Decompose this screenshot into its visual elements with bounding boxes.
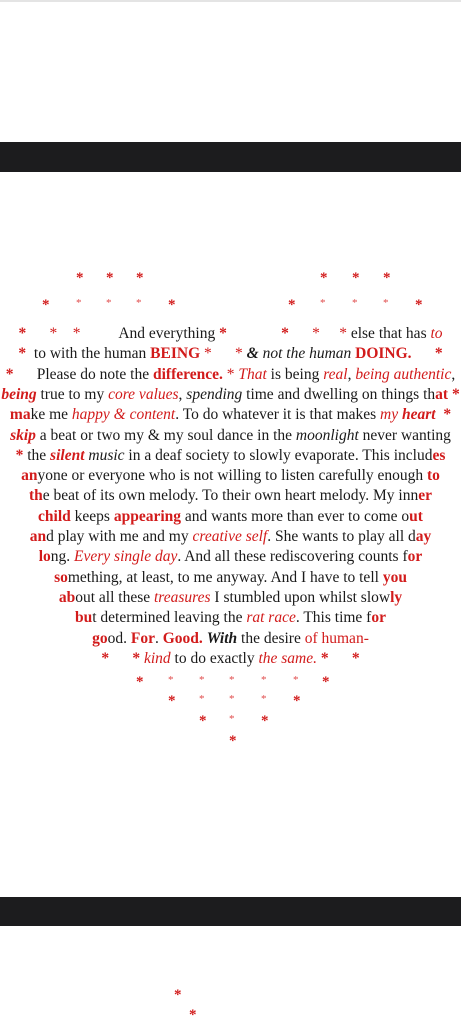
poem-segment: d play with me and my [46,528,193,545]
poem-segment: * [226,365,235,383]
poem-segment: creative self [192,528,268,545]
decorative-star: * [106,270,114,286]
poem-segment: Please do note the [13,365,153,383]
decorative-star: * [293,674,299,686]
decorative-star: * [383,297,389,309]
poem-line [0,547,461,567]
poem-segment: ke me [30,406,72,424]
poem-segment: DOING. [355,345,412,363]
poem-line [0,426,461,446]
poem-segment: or [407,548,423,566]
poem-segment: is being [266,365,324,383]
poem-segment: heart [402,406,436,424]
top-edge [0,0,461,2]
poem-segment: * [351,649,360,667]
poem-segment: * [434,345,443,363]
poem-segment: I stumbled upon whilst slow [210,588,391,606]
poem-segment: of human- [304,629,369,647]
poem-segment: Every single day [74,548,178,566]
poem-segment: With [206,629,238,647]
poem-segment: spending [186,385,243,403]
decorative-star: * [189,1007,197,1023]
poem-segment: e beat of its own melody. To their own heart melody. My inn [42,487,419,505]
decorative-star: * [174,987,182,1003]
decorative-star: * [322,674,330,690]
decorative-star: * [293,693,301,709]
poem-segment: to [427,467,440,485]
decorative-star: * [352,297,358,309]
poem-segment: * [72,325,81,342]
poem-segment: to with the human [26,345,151,363]
poem-line [0,385,461,405]
poem-segment: treasures [154,588,211,606]
poem-segment: ay [415,528,432,545]
poem-segment: child [38,507,71,525]
poem-segment: lo [38,548,51,566]
decorative-star: * [229,693,235,705]
poem-segment: And everything [118,325,220,342]
poem-segment: else that has [346,325,431,342]
poem-segment: * [15,446,24,464]
decorative-star: * [199,713,207,729]
poem-segment: * [281,325,289,342]
poem-segment: * [320,649,329,667]
decorative-star: * [383,270,391,286]
poem-line [0,446,461,466]
poem-segment: bu [75,609,93,627]
decorative-star: * [136,270,144,286]
poem-segment: , [178,385,187,403]
poem-segment: ly [390,588,403,606]
poem-segment: so [54,568,68,586]
poem-segment: an [21,467,38,485]
poem-segment [57,325,73,342]
poem-segment: keeps [70,507,114,525]
poem-line [0,588,461,608]
decorative-star: * [136,674,144,690]
decorative-star: * [352,270,360,286]
decorative-star: * [261,674,267,686]
decorative-star: * [168,674,174,686]
poem-segment: * [451,385,460,403]
poem-segment: * [443,406,452,424]
poem-segment: od. [107,629,131,647]
poem-segment: ab [58,588,76,606]
top-dark-band [0,142,461,172]
poem-segment: difference. [152,365,223,383]
poem-segment: ma [9,406,31,424]
poem-segment: music [88,446,125,464]
decorative-star: * [229,674,235,686]
poem-segment: moonlight [295,426,359,444]
poem-line [0,324,461,344]
poem-segment: * [204,345,212,363]
poem-segment [212,345,235,362]
poem-segment: you [382,568,407,586]
poem-segment: , [347,365,356,383]
decorative-star: * [261,693,267,705]
poem-segment: and wants more than ever to come o [181,507,410,525]
poem-segment: silent [50,446,85,464]
bottom-dark-band [0,897,461,926]
poem-segment: * [312,325,320,342]
poem-segment: at [435,385,449,403]
poem-segment [289,325,312,342]
poem-segment: an [29,528,47,545]
poem-segment: yone or everyone who is not willing to listen carefully enough [37,467,428,485]
poem-segment: not the human [258,345,356,363]
poem-segment: kind [143,649,171,667]
poem-segment: to do exactly [170,649,259,667]
poem-segment [412,345,435,362]
poem-line [0,365,461,385]
poem-segment [227,325,281,342]
poem-segment: to [430,325,443,342]
decorative-star: * [106,297,112,309]
poem-line [0,527,461,547]
poem-segment [320,325,339,342]
poem-segment: the same. [258,649,318,667]
decorative-star: * [199,693,205,705]
decorative-star: * [136,297,142,309]
poem-segment: th [29,487,43,505]
poem-segment: That [238,365,267,383]
poem-segment [26,325,49,342]
poem-segment: in a deaf society to slowly evaporate. This includ [124,446,433,464]
poem-line [0,466,461,486]
poem-segment: true to my [36,385,109,403]
poem-line [0,568,461,588]
poem-segment: being authentic [355,365,452,383]
poem-segment: er [418,487,432,505]
poem-segment [329,650,352,667]
poem-segment: . She wants to play all d [267,528,416,545]
poem-segment: ng. [50,548,75,566]
poem-segment: the desire [237,629,305,647]
poem-segment: a beat or two my & my soul dance in the [35,426,296,444]
decorative-star: * [320,270,328,286]
poem-segment: For [130,629,155,647]
decorative-star: * [261,713,269,729]
poem-segment: . To do whatever it is that makes [175,406,381,424]
poem-segment: being [1,385,37,403]
poem-segment: happy & content [71,406,176,424]
poem-segment: * [5,365,14,383]
poem-segment: * [18,345,27,363]
decorative-star: * [199,674,205,686]
poem-segment: * [339,325,347,342]
decorative-star: * [168,693,176,709]
poem-line [0,344,461,364]
poem-segment: real [323,365,348,383]
poem-segment: or [371,609,386,627]
decorative-star: * [288,297,296,313]
poem-segment: Good. [162,629,203,647]
poem-segment [109,650,132,667]
poem-segment: mething, at least, to me anyway. And I have to tell [67,568,383,586]
decorative-star: * [168,297,176,313]
poem-segment: ut [409,507,423,525]
poem-line [0,507,461,527]
decorative-star: * [415,297,423,313]
poem-line [0,608,461,628]
decorative-star: * [229,733,237,749]
poem-segment: . [155,629,163,647]
poem-segment: * [132,649,144,667]
decorative-star: * [76,270,84,286]
poem-segment: BEING [150,345,201,363]
decorative-star: * [320,297,326,309]
poem-segment [80,325,118,342]
poem-segment: out all these [75,588,154,606]
poem-segment: * [18,325,27,342]
poem-segment: appearing [113,507,182,525]
poem-segment: es [432,446,446,464]
poem-segment: core values [108,385,179,403]
poem-segment: * [219,325,227,342]
decorative-star: * [76,297,82,309]
poem-segment: * [49,325,58,342]
poem-segment: & [246,345,259,363]
poem-line [0,649,461,669]
poem-line [0,629,461,649]
poem-segment: t determined leaving the [92,609,247,627]
poem-segment: . And all these rediscovering counts f [177,548,408,566]
poem-segment: . This time f [295,609,372,627]
poem-segment: go [92,629,108,647]
poem-segment: time and dwelling on things th [242,385,436,403]
poem-line [0,405,461,425]
decorative-star: * [229,713,235,725]
poem-segment: my [380,406,402,424]
decorative-star: * [42,297,50,313]
poem-line [0,486,461,506]
poem-segment: never wanting [358,426,451,444]
poem-segment: the [23,446,51,464]
poem-segment: , [451,365,456,383]
poem-segment: * [235,345,247,363]
poem-segment: rat race [246,609,296,627]
poem-segment: * [101,649,110,667]
poem-segment: skip [10,426,36,444]
